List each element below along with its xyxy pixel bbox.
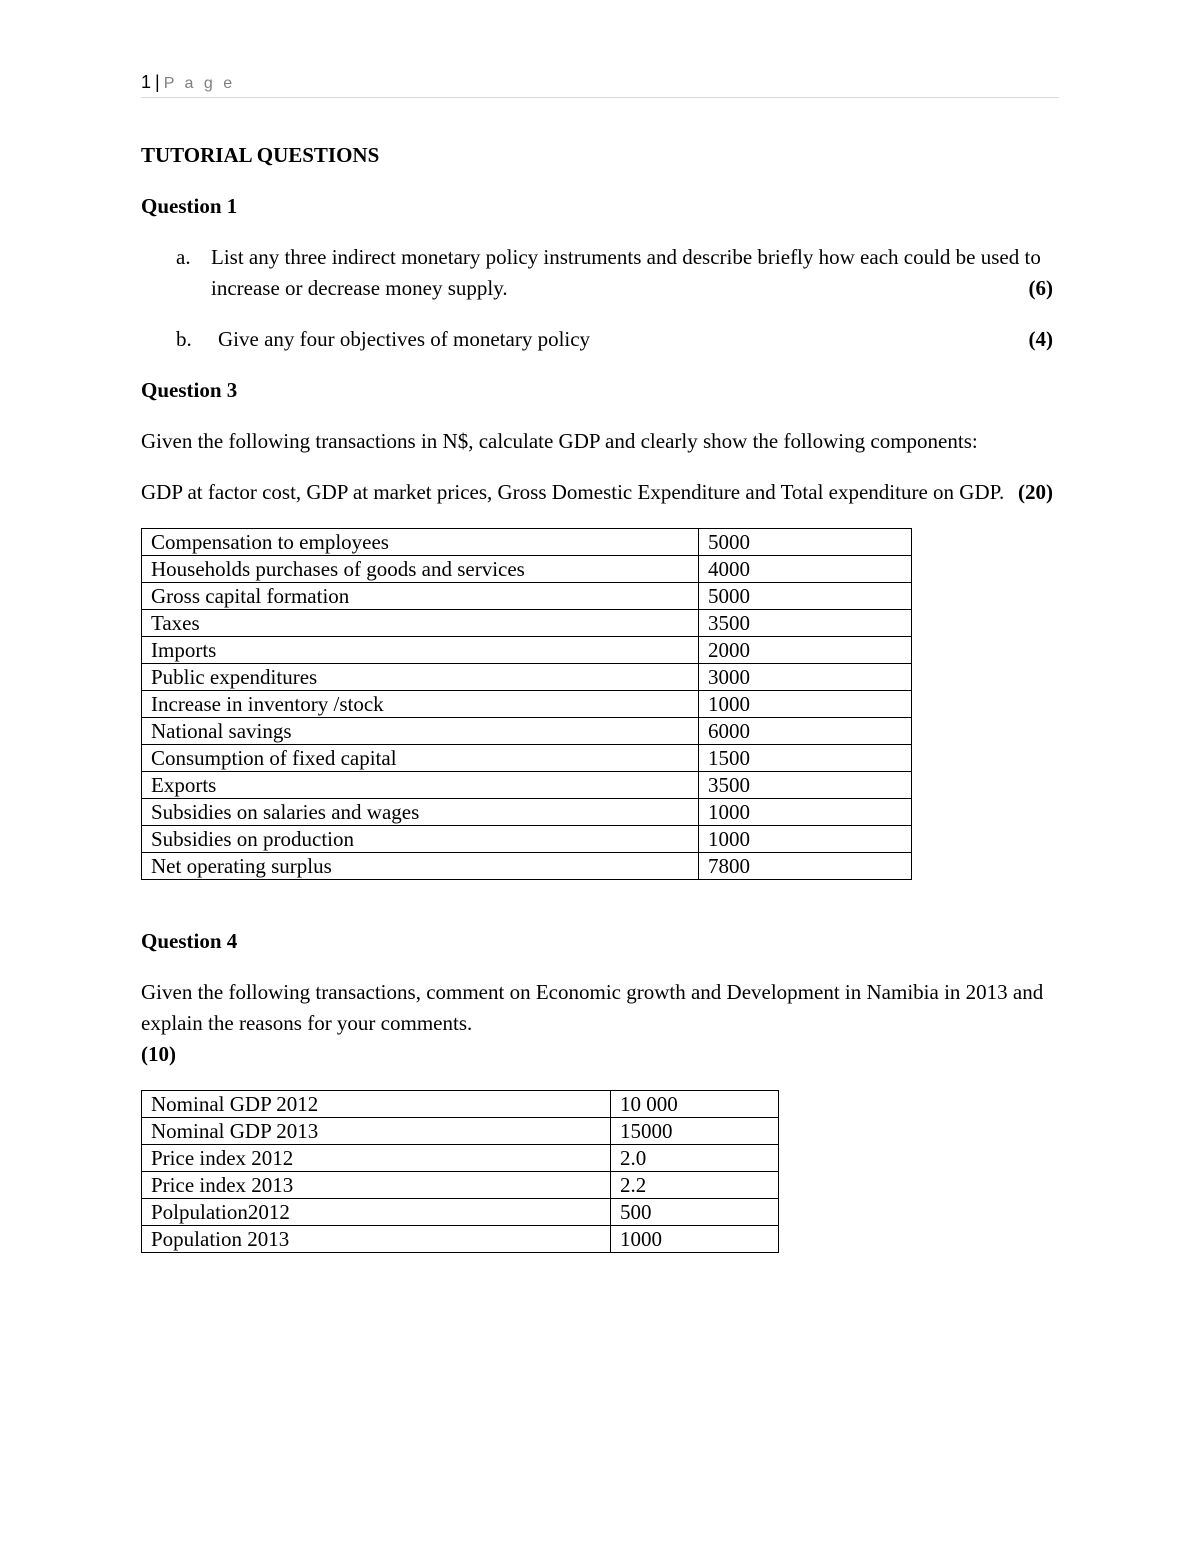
row-label: Gross capital formation [142,583,699,610]
row-label: Price index 2012 [142,1145,611,1172]
row-value: 500 [611,1199,779,1226]
row-value: 2.0 [611,1145,779,1172]
row-label: Households purchases of goods and services [142,556,699,583]
table-row [142,664,912,691]
table-row [142,556,912,583]
row-label: Net operating surplus [142,853,699,880]
question-3-heading: Question 3 [141,378,238,402]
row-value: 3500 [699,772,912,799]
question-1b-text: Give any four objectives of monetary policy [218,327,591,351]
table-row [142,637,912,664]
row-value: 3500 [699,610,912,637]
row-value: 7800 [699,853,912,880]
table-row [142,1226,779,1253]
row-value: 4000 [699,556,912,583]
table-row [142,745,912,772]
header-separator: | [155,72,160,92]
question-1-heading: Question 1 [141,194,238,218]
row-label: Imports [142,637,699,664]
question-4-marks: (10) [141,1042,176,1066]
page-number: 1 [141,72,152,92]
row-value: 1500 [699,745,912,772]
row-label: National savings [142,718,699,745]
row-value: 1000 [611,1226,779,1253]
table-row [142,691,912,718]
row-value: 1000 [699,691,912,718]
row-label: Compensation to employees [142,529,699,556]
row-label: Public expenditures [142,664,699,691]
question-3-components [141,477,1053,508]
table-row [142,1199,779,1226]
row-label: Nominal GDP 2013 [142,1118,611,1145]
table-row [142,1172,779,1199]
question-3-intro: Given the following transactions in N$, calculate GDP and clearly show the following components: [141,429,978,453]
row-value: 10 000 [611,1091,779,1118]
table-row [142,529,912,556]
row-label: Polpulation2012 [142,1199,611,1226]
question-1a-text: List any three indirect monetary policy instruments and describe briefly how each could be used to increase or decrease money supply. [211,245,1041,300]
row-label: Exports [142,772,699,799]
question-1a-marks: (6) [1028,276,1053,300]
question-3-components-text: GDP at factor cost, GDP at market prices, Gross Domestic Expenditure and Total expenditure on GDP. [141,480,1005,504]
table-row [142,610,912,637]
question-3-marks: (20) [1018,480,1053,504]
row-value: 15000 [611,1118,779,1145]
row-value: 2.2 [611,1172,779,1199]
question-1b [176,324,1053,355]
table-row [142,1091,779,1118]
question-1a [176,242,1053,304]
row-value: 5000 [699,583,912,610]
question-1b-marks: (4) [1028,327,1053,351]
question-4-table [141,1090,779,1253]
row-value: 2000 [699,637,912,664]
table-row [142,1118,779,1145]
row-label: Price index 2013 [142,1172,611,1199]
question-4-heading: Question 4 [141,929,238,953]
row-value: 3000 [699,664,912,691]
table-row [142,826,912,853]
page-word: P a g e [163,75,236,92]
row-value: 1000 [699,826,912,853]
table-row [142,583,912,610]
question-1a-label: a. [176,245,191,269]
table-row [142,718,912,745]
question-3-table [141,528,912,880]
row-label: Subsidies on production [142,826,699,853]
question-1b-label: b. [176,327,192,351]
row-label: Consumption of fixed capital [142,745,699,772]
row-value: 1000 [699,799,912,826]
row-label: Subsidies on salaries and wages [142,799,699,826]
table-row [142,1145,779,1172]
page-header [141,72,1059,98]
row-label: Taxes [142,610,699,637]
table-row [142,799,912,826]
row-value: 6000 [699,718,912,745]
document-body [141,140,1053,1253]
row-label: Increase in inventory /stock [142,691,699,718]
table-row [142,772,912,799]
row-value: 5000 [699,529,912,556]
table-row [142,853,912,880]
document-title: TUTORIAL QUESTIONS [141,143,380,167]
row-label: Population 2013 [142,1226,611,1253]
question-4-intro: Given the following transactions, comment on Economic growth and Development in Namibia in 2013 and explain the reasons for your comments. [141,980,1044,1035]
row-label: Nominal GDP 2012 [142,1091,611,1118]
